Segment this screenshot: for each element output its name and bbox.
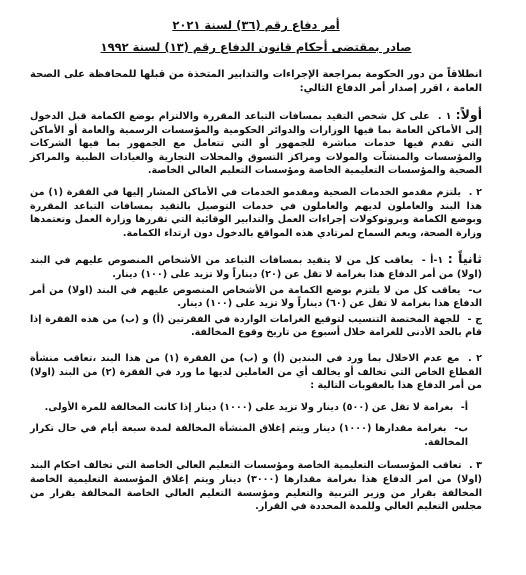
second-p2-text: مع عدم الاخلال بما ورد في البندين (أ) و (ب) من الفقرة (١) من هذا البند ،تعاقب منشأة القطاع الخاص التي تخالف أو يخالف أي من العاملين لديها ما ورد في الفقرة (٢) من البند (اولا) من أمر الدفاع هذا بالعقوبات التالية : <box>30 352 482 392</box>
penalty-b-number: ب- <box>454 423 468 435</box>
penalty-a-text: بغرامة لا تقل عن (٥٠٠) دينار ولا تزيد على (١٠٠٠) دينار إذا كانت المخالفة للمرة الأولى. <box>44 401 454 413</box>
second-p3-text: تعاقب المؤسسات التعليمية الخاصة ومؤسسات التعليم العالي الخاصة التي تخالف احكام البند (اولا) من امر الدفاع هذا بغرامة مقدارها (٣٠٠٠) دينار ويتم إغلاق المؤسسة التعليمية الخاصة المخالفة بقرار من وزير التربية والتعليم ومؤسسة التعليم العالي الخاصة المخالفة بقرار من مجلس التعليم العالي وللمدة المحددة في القرار. <box>30 460 482 513</box>
second-clause-p1c <box>30 313 482 340</box>
penalty-a-number: أ- <box>460 401 468 413</box>
second-p1c-text: للجهة المختصة التنسيب لتوقيع الغرامات الواردة في الفقرتين (أ) و (ب) من هذه الفقرة إذا قام بالحد الأدنى للغرامة خلال أسبوع من تاريخ وقوع المخالفة. <box>30 313 482 339</box>
second-clause-label: ثانياً : <box>447 251 483 267</box>
penalty-b-text: بغرامة مقدارها (١٠٠٠) دينار ويتم إغلاق المنشأة المخالفة لمدة سبعة أيام في حال تكرار المخالفة. <box>30 423 468 448</box>
first-p2-number: ٢ . <box>468 186 482 198</box>
decree-subtitle: صادر بمقتضى أحكام قانون الدفاع رقم (١٣) لسنة ١٩٩٢ <box>100 40 412 54</box>
second-p3-number: ٣ . <box>469 460 483 472</box>
second-p1c-number: ج - <box>467 313 482 325</box>
second-p2-number: ٢ . <box>467 352 482 364</box>
second-clause-p3 <box>30 459 482 513</box>
first-p1-text: على كل شخص التقيد بمسافات التباعد المقررة والالتزام بوضع الكمامة قبل الدخول إلى الأماكن العامة بما فيها الوزارات والدوائر الحكومية والمؤسسات الرسمية والعامة أو الأماكن التي تقدم فيها خدمات مباشرة للجمهور أو التي تتعامل مع الجمهور بما فيها الشركات والمؤسسات والمنشآت والمولات ومراكز التسوق والمحلات التجارية والعيادات الطبية والمراكز الصحية والمؤسسات التعليمية الخاصة ومؤسسات التعليم العالي الخاصة. <box>30 111 482 177</box>
first-clause-p1 <box>30 108 482 178</box>
first-p2-text: يلتزم مقدمو الخدمات الصحية ومقدمو الخدمات في الأماكن المشار إليها في الفقرة (١) من هذا البند والعاملون لديهم والعاملون في خدمات التوصيل بالتقيد بمسافات التباعد المقررة وبوضع الكمامة وبروتوكولات إجراءات العمل والتدابير الوقائية التي تقررها وزارة العمل وتعتمدها وزارة الصحة، ويعم السماح لمرتادي هذه المواقع بالدخول دون ارتداء الكمامة. <box>30 186 482 239</box>
second-clause-p2 <box>30 352 482 393</box>
penalty-list <box>30 401 482 450</box>
intro-paragraph: انطلاقاً من دور الحكومة بمراجعة الإجراءات والتدابير المتخذة من قبلها للمحافظة على الصحة العامة ، اقرر إصدار أمر الدفاع التالي: <box>30 69 482 94</box>
penalty-item-a <box>30 401 468 415</box>
second-p1-number: ١-أ - <box>421 255 444 267</box>
second-p1a-text: يعاقب كل من لا يتقيد بمسافات التباعد من الأشخاص المنصوص عليهم في البند (اولا) من أمر الدفاع هذا بغرامة لا تقل عن (٢٠) ديناراً ولا تزيد على (١٠٠) دينار. <box>30 255 482 280</box>
penalty-item-b <box>30 422 468 449</box>
first-p1-number: ١ . <box>437 111 452 122</box>
first-clause-p2 <box>30 186 482 240</box>
second-p1b-text: يعاقب كل من لا يلتزم بوضع الكمامة من الأشخاص المنصوص عليهم في البند (اولا) من أمر الدفاع هذا بغرامة لا تقل عن (٦٠) ديناراً ولا تزيد على (١٠٠) دينار. <box>30 284 482 310</box>
second-clause-p1a <box>30 252 482 281</box>
second-p1b-number: ب- <box>468 284 482 296</box>
second-clause-p1b <box>30 284 482 311</box>
decree-title: أمر دفاع رقم (٣٦) لسنة ٢٠٢١ <box>172 18 340 32</box>
first-clause-label: أولاً: <box>455 107 482 122</box>
